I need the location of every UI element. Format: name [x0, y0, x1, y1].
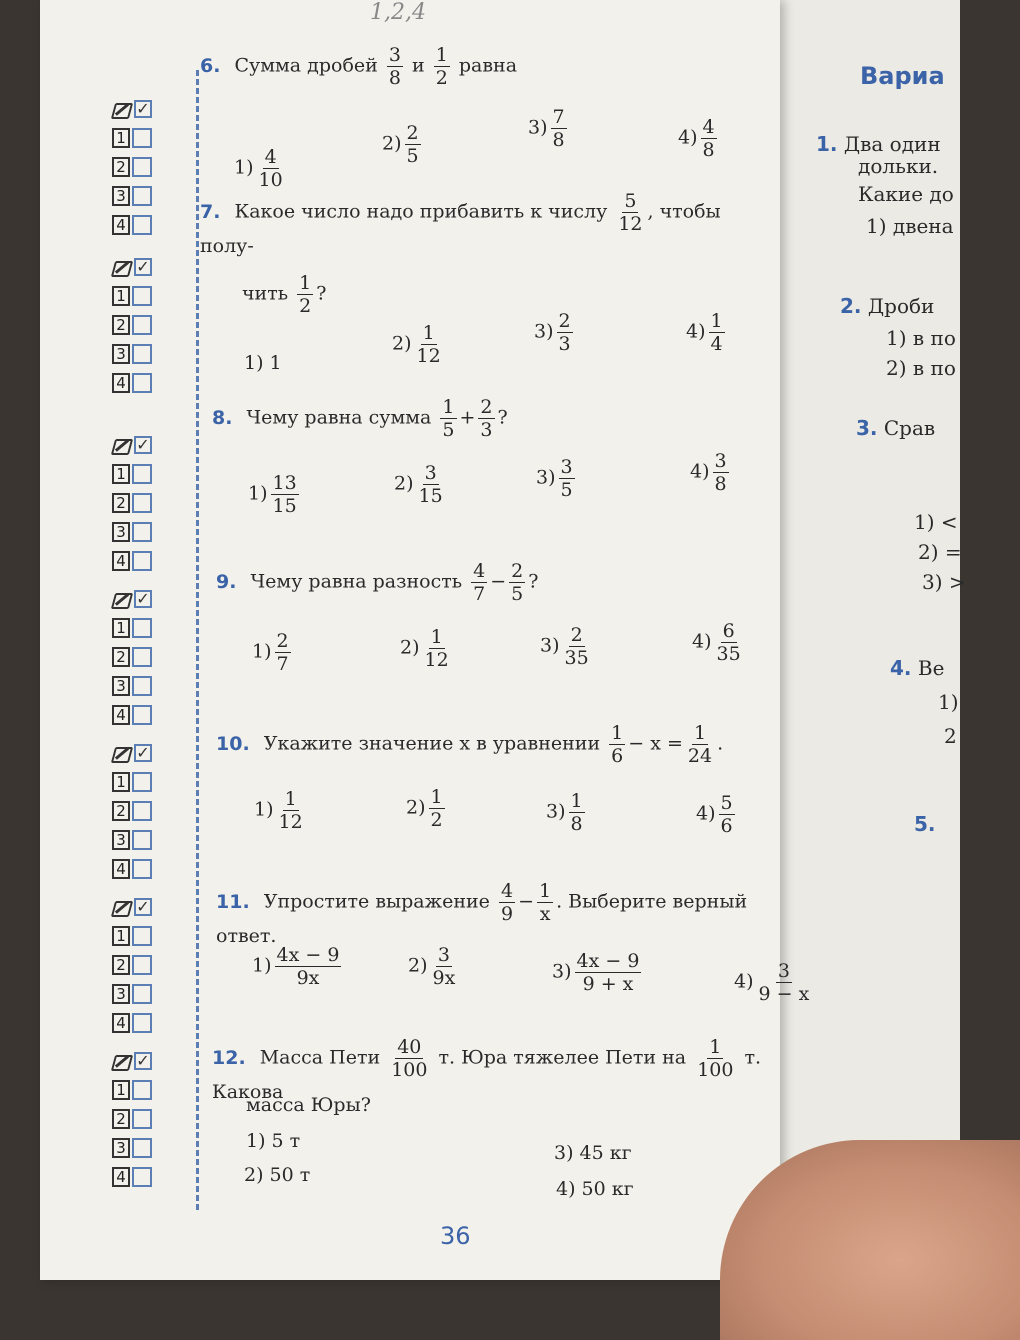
- answer-box-q9: [112, 588, 172, 733]
- answer-checkbox[interactable]: [132, 618, 152, 638]
- option-number: 1: [112, 128, 130, 148]
- answer-checkbox[interactable]: [132, 157, 152, 177]
- cut-line: [196, 70, 199, 1210]
- option: 3) $\frac{2}{3}$: [534, 310, 571, 355]
- answer-checkbox[interactable]: [132, 676, 152, 696]
- answer-checkbox[interactable]: [132, 1109, 152, 1129]
- answer-checkbox[interactable]: [132, 647, 152, 667]
- fraction: $\frac{1}{2}$: [299, 272, 312, 317]
- option-number: 1: [112, 1080, 130, 1100]
- question-text: Сумма дробей: [234, 54, 378, 77]
- answer-checkbox[interactable]: [132, 1138, 152, 1158]
- question-6: [200, 44, 780, 89]
- fraction: $\frac{1}{24}$: [687, 722, 713, 767]
- right-line: 4. Ве: [890, 656, 945, 680]
- question-8: 8. Чему равна сумма $\frac{1}{5}$ + $\frac{2}{3}$ ?: [212, 396, 508, 441]
- question-text: , чтобы полу-: [200, 200, 721, 257]
- check-box[interactable]: ✓: [134, 744, 152, 762]
- question-number: 7.: [200, 200, 221, 223]
- fraction: $\frac{4}{7}$: [473, 560, 486, 605]
- option-number: 2: [112, 315, 130, 335]
- answer-checkbox[interactable]: [132, 830, 152, 850]
- right-line: 1. Два один: [816, 132, 941, 156]
- right-line: дольки.: [858, 154, 939, 178]
- question-number: 6.: [200, 54, 221, 77]
- right-line: 1) двена: [866, 214, 954, 238]
- option: 4) $\frac{5}{6}$: [696, 792, 733, 837]
- option: 2) $\frac{1}{12}$: [400, 626, 449, 671]
- option: 3) $\frac{1}{8}$: [546, 790, 583, 835]
- option-number: 4: [112, 705, 130, 725]
- option-number: 1: [112, 772, 130, 792]
- option: 1) $\frac{4x - 9}{9x}$: [252, 944, 340, 989]
- option-number: 3: [112, 1138, 130, 1158]
- check-box[interactable]: ✓: [134, 898, 152, 916]
- answer-checkbox[interactable]: [132, 493, 152, 513]
- fraction: $\frac{1}{2}$: [435, 44, 448, 89]
- option: 2) 50 т: [244, 1164, 311, 1186]
- option: 1) 1: [244, 352, 282, 374]
- question-text: Укажите значение x в уравнении: [263, 732, 601, 755]
- fraction: $\frac{4}{9}$: [500, 880, 514, 925]
- question-text: Масса Пети: [259, 1046, 381, 1069]
- option-number: 1: [112, 926, 130, 946]
- answer-checkbox[interactable]: [132, 1013, 152, 1033]
- option: 4) 50 кг: [556, 1178, 634, 1200]
- question-9: 9. Чему равна разность $\frac{4}{7}$ − $\frac{2}{5}$ ?: [216, 560, 539, 605]
- right-page: [770, 0, 966, 1200]
- option-number: 4: [112, 373, 130, 393]
- option-number: 1: [112, 464, 130, 484]
- pencil-icon: [112, 100, 130, 118]
- fraction: $\frac{2}{3}$: [480, 396, 493, 441]
- answer-box-q8: [112, 434, 172, 579]
- answer-box-q10: [112, 742, 172, 887]
- question-number: 12.: [212, 1046, 246, 1069]
- right-line: 2: [944, 724, 957, 748]
- question-number: 9.: [216, 570, 237, 593]
- question-12: [212, 1036, 772, 1103]
- option-number: 2: [112, 157, 130, 177]
- pencil-icon: [112, 590, 130, 608]
- answer-checkbox[interactable]: [132, 984, 152, 1004]
- option-number: 3: [112, 522, 130, 542]
- pencil-icon: [112, 258, 130, 276]
- option-number: 3: [112, 186, 130, 206]
- option: 2) $\frac{1}{12}$: [392, 322, 441, 367]
- fraction: $\frac{40}{100}$: [391, 1036, 428, 1081]
- question-text: . Выберите верный ответ.: [216, 890, 748, 947]
- question-text: Чему равна сумма: [246, 406, 432, 429]
- option: 4) $\frac{3}{8}$: [690, 450, 727, 495]
- answer-checkbox[interactable]: [132, 551, 152, 571]
- question-text: Какое число надо прибавить к числу: [234, 200, 608, 223]
- option-number: 2: [112, 493, 130, 513]
- option: 3) $\frac{7}{8}$: [528, 106, 565, 151]
- question-12-line2: масса Юры?: [246, 1094, 371, 1116]
- answer-checkbox[interactable]: [132, 464, 152, 484]
- answer-checkbox[interactable]: [132, 373, 152, 393]
- handwritten-note: 1,2,4: [370, 0, 426, 25]
- fraction: $\frac{1}{100}$: [697, 1036, 734, 1081]
- right-line: Какие до: [858, 182, 954, 206]
- pencil-icon: [112, 744, 130, 762]
- check-box[interactable]: ✓: [134, 1052, 152, 1070]
- option: 2) $\frac{2}{5}$: [382, 122, 419, 167]
- right-line: 2. Дроби: [840, 294, 935, 318]
- pencil-icon: [112, 1052, 130, 1070]
- fraction: $\frac{1}{5}$: [442, 396, 455, 441]
- option-number: 1: [112, 618, 130, 638]
- answer-checkbox[interactable]: [132, 315, 152, 335]
- answer-box-q7: [112, 256, 172, 401]
- answer-checkbox[interactable]: [132, 772, 152, 792]
- option-number: 3: [112, 830, 130, 850]
- fraction: $\frac{3}{8}$: [388, 44, 401, 89]
- pencil-icon: [112, 436, 130, 454]
- right-line: 1) в по: [886, 326, 956, 350]
- option: 3) $\frac{4x - 9}{9 + x}$: [552, 950, 640, 995]
- option-number: 4: [112, 551, 130, 571]
- fraction: $\frac{2}{5}$: [511, 560, 524, 605]
- check-box[interactable]: ✓: [134, 590, 152, 608]
- question-text: т. Какова: [212, 1046, 762, 1103]
- answer-checkbox[interactable]: [132, 1167, 152, 1187]
- option: 1) $\frac{2}{7}$: [252, 630, 289, 675]
- answer-checkbox[interactable]: [132, 926, 152, 946]
- right-line: 5.: [914, 812, 936, 836]
- right-line: 2) в по: [886, 356, 956, 380]
- option: 1) $\frac{13}{15}$: [248, 472, 297, 517]
- check-box[interactable]: ✓: [134, 100, 152, 118]
- answer-checkbox[interactable]: [132, 186, 152, 206]
- option: 2) $\frac{3}{9x}$: [408, 944, 456, 989]
- check-box[interactable]: ✓: [134, 258, 152, 276]
- option-number: 2: [112, 647, 130, 667]
- question-text: чить: [242, 282, 289, 305]
- fraction: $\frac{1}{x}$: [539, 880, 552, 925]
- option: 1) 5 т: [246, 1130, 301, 1152]
- option: 3) $\frac{3}{5}$: [536, 456, 573, 501]
- answer-checkbox[interactable]: [132, 286, 152, 306]
- right-line: 3. Срав: [856, 416, 936, 440]
- answer-checkbox[interactable]: [132, 859, 152, 879]
- right-line: 2) =: [918, 540, 962, 564]
- option: 4) $\frac{4}{8}$: [678, 116, 715, 161]
- fraction: $\frac{1}{6}$: [611, 722, 624, 767]
- variant-title: Вариа: [860, 62, 945, 90]
- question-number: 11.: [216, 890, 250, 913]
- option-number: 4: [112, 859, 130, 879]
- question-text: Упростите выражение: [263, 890, 490, 913]
- question-7-line2: чить $\frac{1}{2}$ ?: [242, 272, 327, 317]
- question-number: 10.: [216, 732, 250, 755]
- question-text: т. Юра тяжелее Пети на: [438, 1046, 687, 1069]
- option-number: 2: [112, 955, 130, 975]
- answer-box-q11: [112, 896, 172, 1041]
- question-11: 11. Упростите выражение $\frac{4}{9}$ − $\frac{1}{x}$ . Выберите верный ответ.: [216, 880, 748, 947]
- answer-checkbox[interactable]: [132, 955, 152, 975]
- answer-checkbox[interactable]: [132, 522, 152, 542]
- right-line: 1): [938, 690, 959, 714]
- option-number: 4: [112, 1013, 130, 1033]
- option: 4) $\frac{3}{9 - x}$: [734, 960, 810, 1005]
- pencil-icon: [112, 898, 130, 916]
- answer-checkbox[interactable]: [132, 215, 152, 235]
- option-number: 4: [112, 1167, 130, 1187]
- answer-checkbox[interactable]: [132, 128, 152, 148]
- option: 2) $\frac{3}{15}$: [394, 462, 443, 507]
- page-number: 36: [440, 1222, 471, 1250]
- option-number: 1: [112, 286, 130, 306]
- answer-box-q12: [112, 1050, 172, 1195]
- option: 3) 45 кг: [554, 1142, 632, 1164]
- option-number: 4: [112, 215, 130, 235]
- check-box[interactable]: ✓: [134, 436, 152, 454]
- option: 3) $\frac{2}{35}$: [540, 624, 589, 669]
- option-number: 2: [112, 1109, 130, 1129]
- fraction: $\frac{5}{12}$: [618, 190, 643, 235]
- answer-checkbox[interactable]: [132, 705, 152, 725]
- option-number: 3: [112, 676, 130, 696]
- question-10: 10. Укажите значение x в уравнении $\frac{1}{6}$ − x = $\frac{1}{24}$ .: [216, 722, 724, 767]
- option-number: 3: [112, 984, 130, 1004]
- option: 1) $\frac{4}{10}$: [234, 146, 283, 191]
- option-number: 3: [112, 344, 130, 364]
- option: 2) $\frac{1}{2}$: [406, 786, 443, 831]
- right-line: 1) <: [914, 510, 958, 534]
- answer-checkbox[interactable]: [132, 344, 152, 364]
- answer-checkbox[interactable]: [132, 1080, 152, 1100]
- answer-checkbox[interactable]: [132, 801, 152, 821]
- question-text: Чему равна разность: [250, 570, 463, 593]
- right-line: 3) >: [922, 570, 966, 594]
- question-number: 8.: [212, 406, 233, 429]
- question-text: и: [411, 54, 425, 77]
- option-number: 2: [112, 801, 130, 821]
- question-7: [200, 190, 780, 257]
- answer-box-q6: [112, 98, 172, 243]
- question-text: равна: [458, 54, 518, 77]
- option: 4) $\frac{1}{4}$: [686, 310, 723, 355]
- option: 4) $\frac{6}{35}$: [692, 620, 741, 665]
- option: 1) $\frac{1}{12}$: [254, 788, 303, 833]
